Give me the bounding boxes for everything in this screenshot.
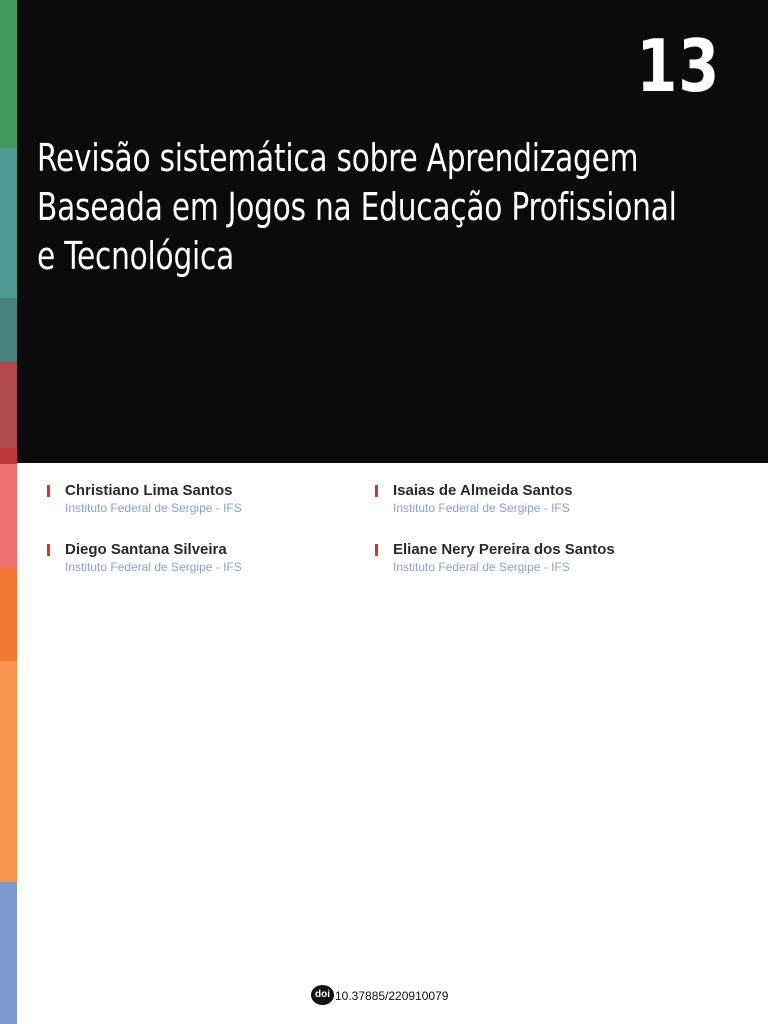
stripe-pink — [0, 464, 17, 568]
author-name: Eliane Nery Pereira dos Santos — [393, 541, 615, 558]
author-affiliation: Instituto Federal de Sergipe - IFS — [65, 501, 242, 515]
stripe-blue — [0, 882, 17, 1024]
author-affiliation: Instituto Federal de Sergipe - IFS — [65, 560, 242, 574]
doi-value[interactable]: 10.37885/220910079 — [335, 989, 449, 1003]
title-line-1: Revisão sistemática sobre Aprendizagem — [37, 136, 639, 180]
title-line-3: e Tecnológica — [37, 234, 235, 278]
author-affiliation: Instituto Federal de Sergipe - IFS — [393, 501, 570, 515]
author-bar — [47, 485, 50, 497]
author-bar — [375, 544, 378, 556]
stripe-light-orange — [0, 661, 17, 882]
chapter-title — [37, 134, 677, 281]
author-affiliation: Instituto Federal de Sergipe - IFS — [393, 560, 570, 574]
author-bar — [47, 544, 50, 556]
side-color-strip — [0, 0, 17, 1024]
author-name: Christiano Lima Santos — [65, 482, 233, 499]
stripe-dark-teal — [0, 298, 17, 362]
chapter-number: 13 — [636, 24, 720, 108]
author-bar — [375, 485, 378, 497]
stripe-green — [0, 0, 17, 148]
stripe-brick — [0, 362, 17, 448]
doi-logo-icon: doi — [311, 985, 334, 1005]
author-name: Isaias de Almeida Santos — [393, 482, 573, 499]
stripe-red — [0, 448, 17, 464]
stripe-orange — [0, 568, 17, 661]
stripe-teal — [0, 148, 17, 298]
title-line-2: Baseada em Jogos na Educação Profissional — [37, 185, 677, 229]
author-name: Diego Santana Silveira — [65, 541, 227, 558]
